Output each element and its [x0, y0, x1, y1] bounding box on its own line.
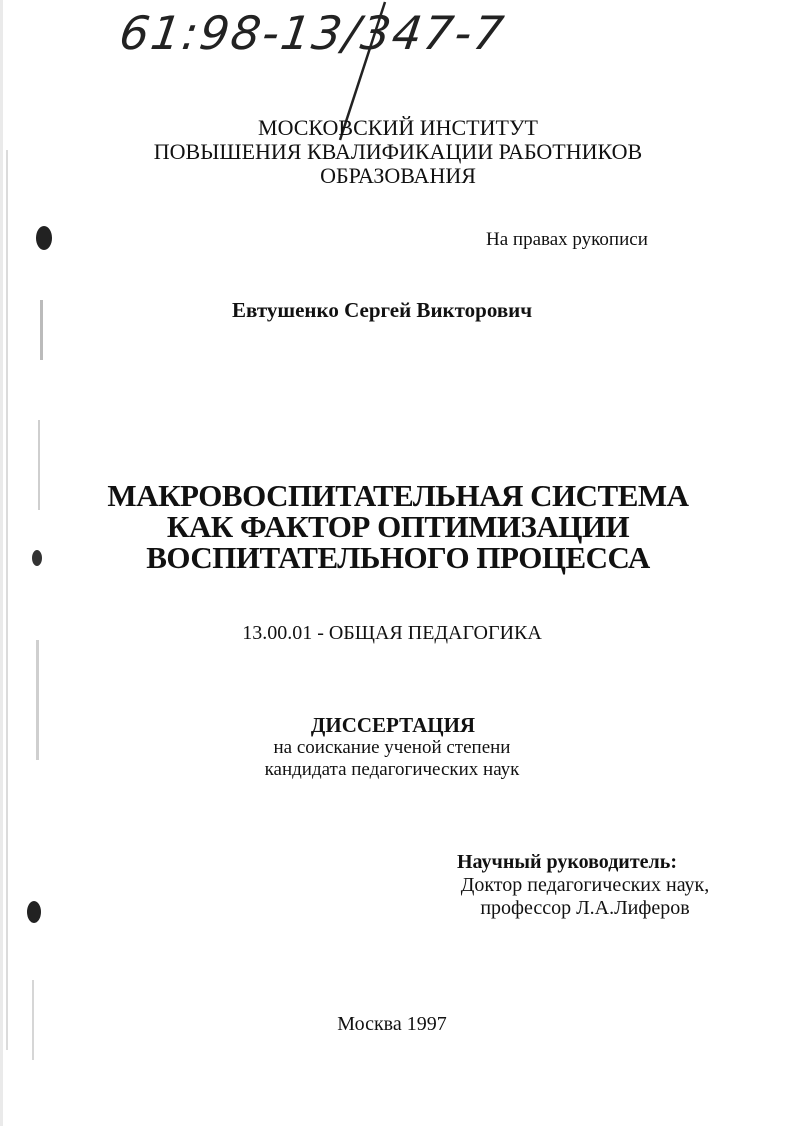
city-year: Москва 1997 — [337, 1013, 447, 1035]
specialty-code: 13.00.01 - ОБЩАЯ ПЕДАГОГИКА — [242, 622, 542, 644]
supervisor-line-1: Доктор педагогических наук, — [460, 874, 710, 896]
rights-note: На правах рукописи — [486, 229, 648, 250]
institute-name — [0, 116, 796, 188]
title-line-3: ВОСПИТАТЕЛЬНОГО ПРОЦЕССА — [146, 540, 650, 575]
title-line-2: КАК ФАКТОР ОПТИМИЗАЦИИ — [166, 509, 630, 544]
thesis-label: ДИССЕРТАЦИЯ — [310, 713, 476, 737]
institute-line-3: ОБРАЗОВАНИЯ — [320, 163, 476, 188]
author-name: Евтушенко Сергей Викторович — [232, 298, 533, 322]
institute-line-2: ПОВЫШЕНИЯ КВАЛИФИКАЦИИ РАБОТНИКОВ — [153, 139, 643, 164]
supervisor-block — [420, 851, 750, 920]
thesis-line-2: кандидата педагогических наук — [264, 759, 520, 780]
institute-line-1: МОСКОВСКИЙ ИНСТИТУТ — [258, 115, 538, 140]
supervisor-label: Научный руководитель: — [457, 851, 677, 873]
handwritten-archive-code: 61:98-13/347-7 — [116, 6, 509, 60]
title-line-1: МАКРОВОСПИТАТЕЛЬНАЯ СИСТЕМА — [107, 478, 689, 513]
thesis-degree — [0, 737, 790, 781]
thesis-line-1: на соискание ученой степени — [273, 737, 511, 758]
dissertation-title — [0, 480, 796, 573]
supervisor-line-2: профессор Л.А.Лиферов — [480, 897, 690, 919]
